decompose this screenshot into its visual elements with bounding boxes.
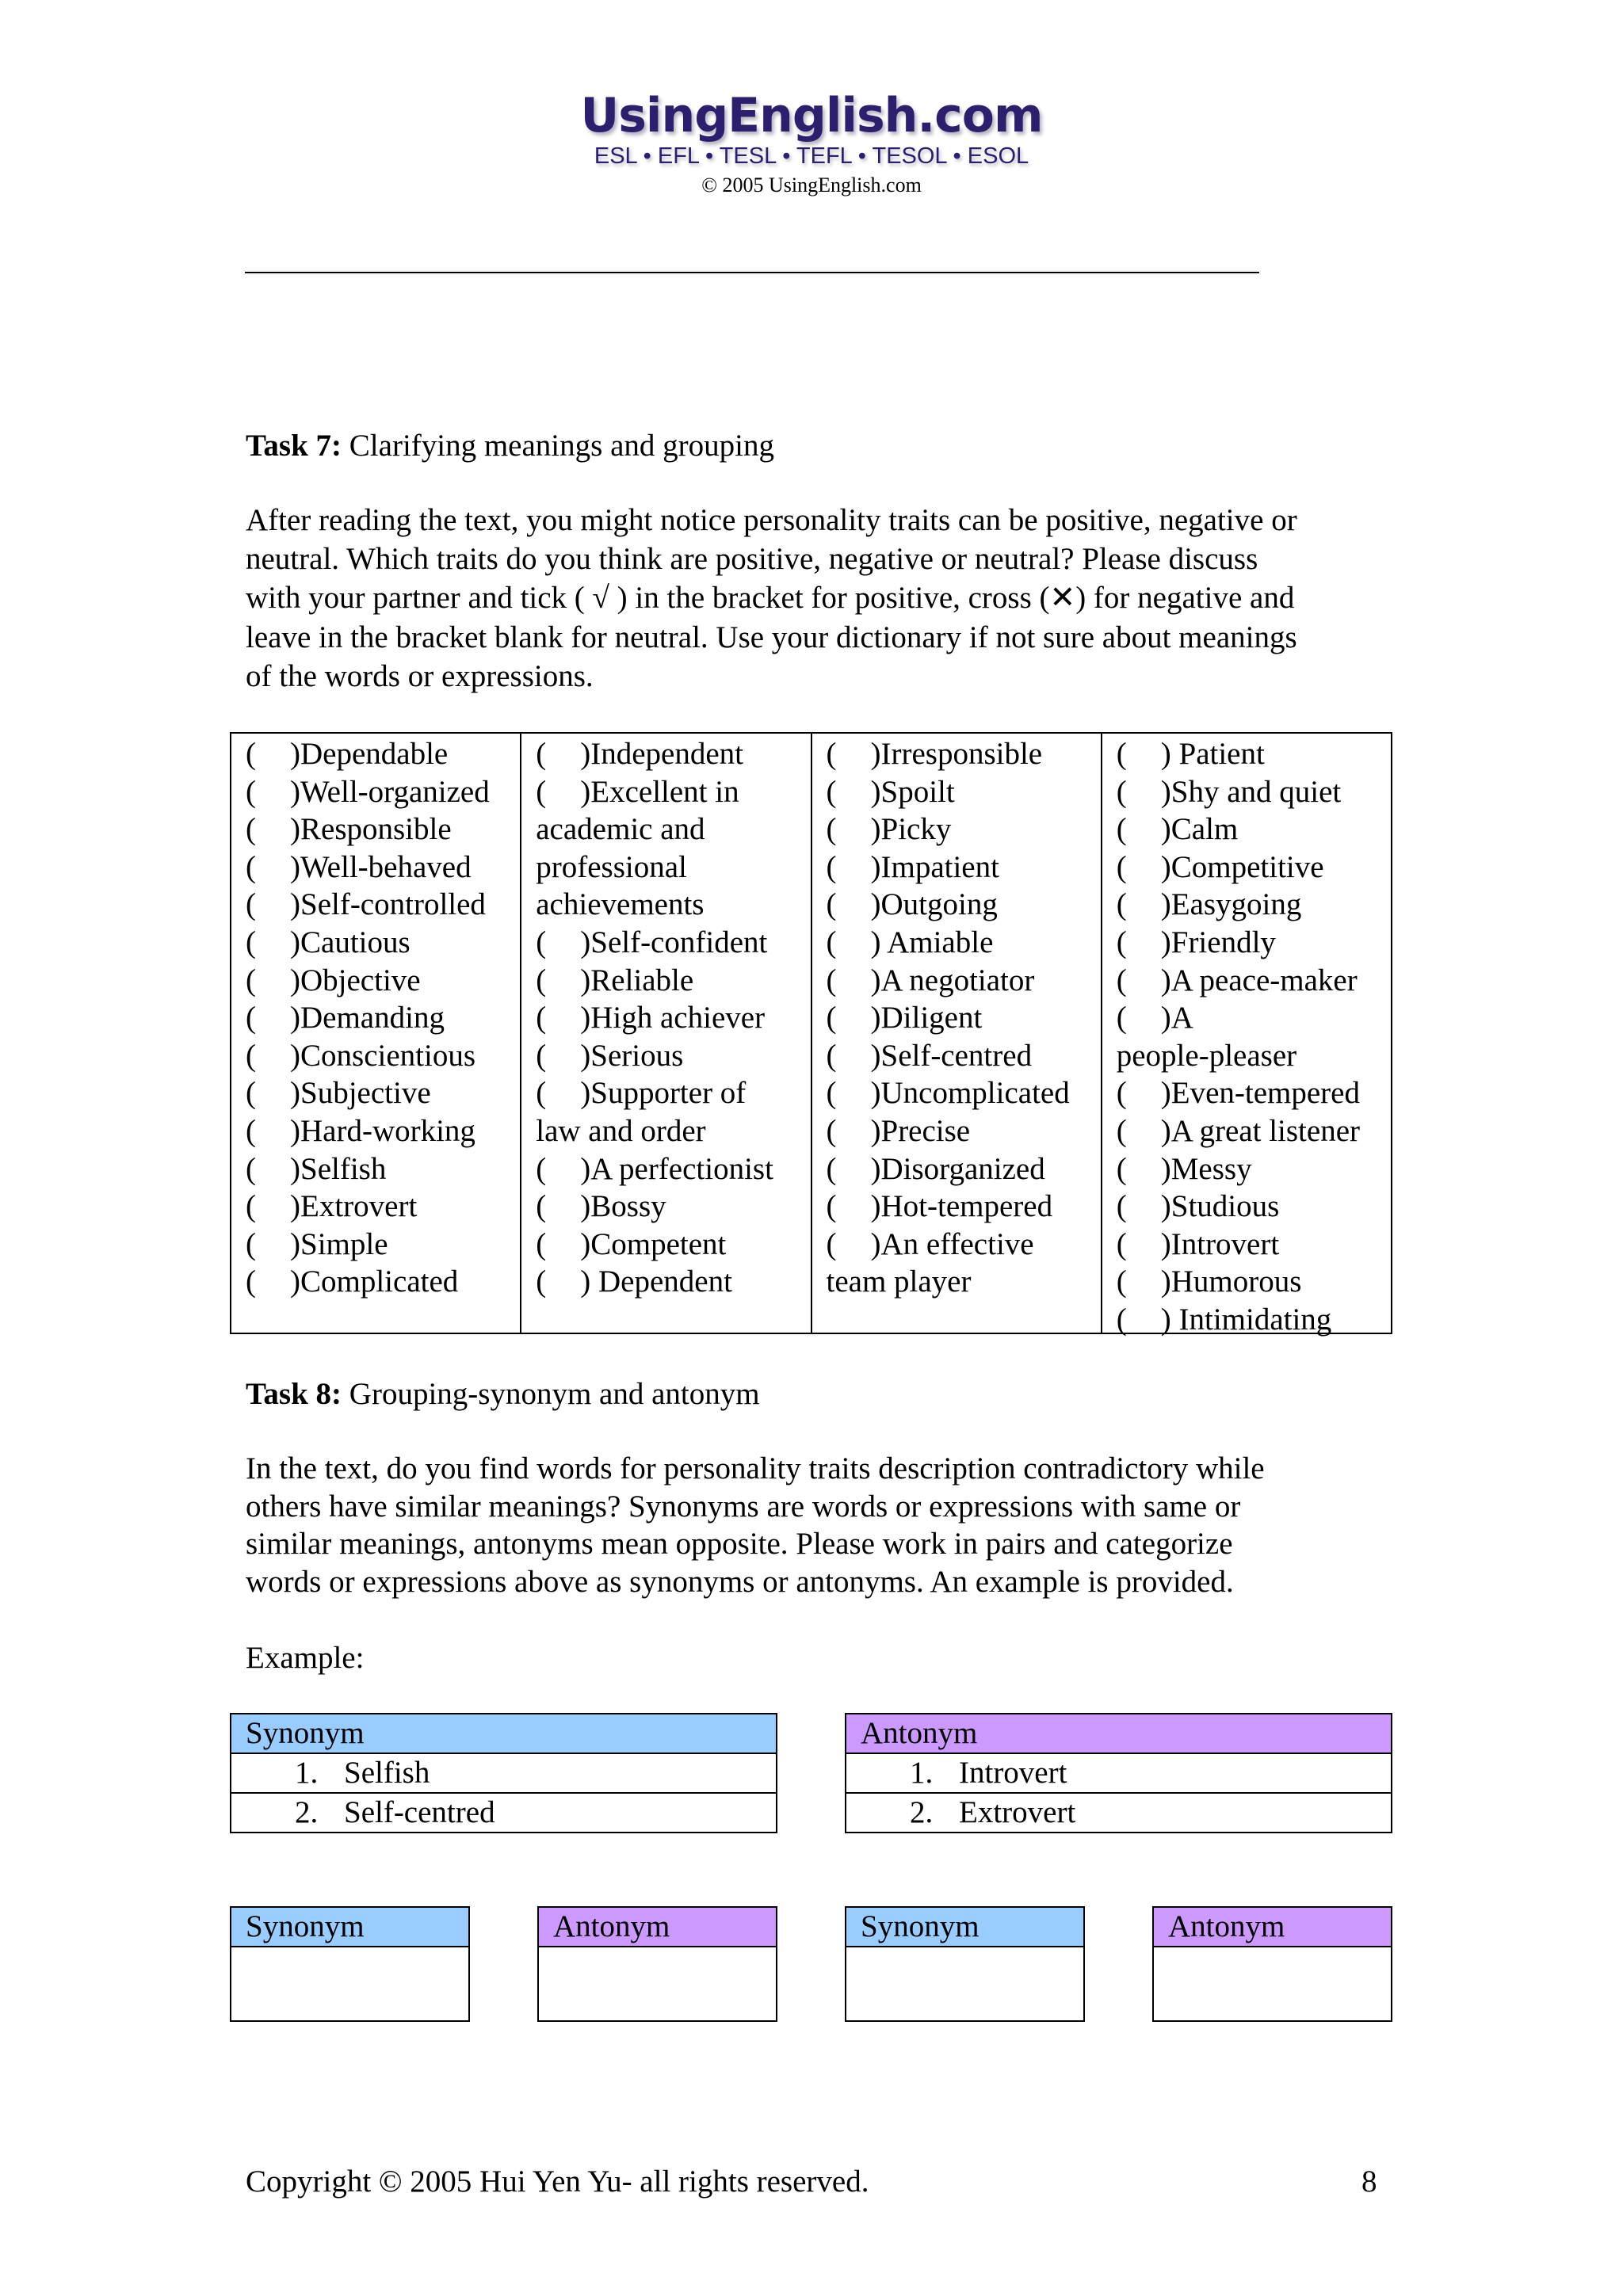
- answer-bracket[interactable]: (: [826, 1076, 837, 1111]
- trait-label: Introvert: [1170, 1226, 1280, 1261]
- trait-label: Complicated: [300, 1264, 459, 1299]
- row-word: Selfish: [344, 1756, 430, 1790]
- trait-item: ( )Extrovert: [246, 1188, 520, 1226]
- trait-label: Serious: [590, 1038, 684, 1073]
- trait-label: Demanding: [300, 1001, 445, 1035]
- antonym-answer-box[interactable]: [537, 1906, 777, 2022]
- task8-instructions: [246, 1450, 1403, 1600]
- trait-item: ( )Cautious: [246, 924, 520, 962]
- trait-label: Picky: [880, 812, 952, 847]
- trait-label: Messy: [1170, 1151, 1252, 1186]
- trait-label: Supporter of: [590, 1076, 747, 1111]
- trait-item: ( )Calm: [1117, 810, 1391, 849]
- task8-label: Task 8:: [246, 1377, 342, 1411]
- trait-item: ( )Hard-working: [246, 1112, 520, 1150]
- trait-item: ( )Spoilt: [827, 773, 1101, 811]
- paragraph-line: After reading the text, you might notice personality traits can be positive, negative or: [246, 503, 1297, 537]
- trait-label: Self-confident: [590, 925, 768, 959]
- logo-title: UsingEnglish.com: [580, 88, 1043, 143]
- task8-title: Grouping-synonym and antonym: [342, 1377, 760, 1411]
- synonym-example-table: [230, 1713, 777, 1833]
- trait-label: Objective: [300, 963, 421, 997]
- trait-label: Outgoing: [880, 887, 998, 922]
- trait-item: ( )Picky: [827, 810, 1101, 849]
- answer-bracket[interactable]: (: [536, 1001, 547, 1035]
- task7-instructions: [246, 501, 1403, 696]
- answer-bracket[interactable]: (: [826, 737, 837, 771]
- answer-bracket[interactable]: (: [536, 1189, 547, 1224]
- trait-item: ( )Shy and quiet: [1117, 773, 1391, 811]
- answer-bracket[interactable]: (: [536, 1264, 547, 1299]
- answer-bracket[interactable]: (: [1116, 774, 1127, 809]
- trait-item: ( )Supporter of: [536, 1074, 810, 1112]
- antonym-answer-box[interactable]: [1152, 1906, 1392, 2022]
- answer-bracket[interactable]: (: [246, 1226, 256, 1261]
- answer-bracket[interactable]: (: [246, 1001, 256, 1035]
- trait-label: Dependable: [300, 737, 449, 771]
- traits-column: [521, 734, 812, 1333]
- trait-label: A great listener: [1170, 1113, 1360, 1148]
- trait-item: ( )Impatient: [827, 849, 1101, 887]
- trait-item: ( )Diligent: [827, 999, 1101, 1037]
- logo-subtitle: ESL • EFL • TESL • TEFL • TESOL • ESOL: [594, 143, 1029, 169]
- traits-column: [231, 734, 521, 1333]
- footer-copyright: Copyright © 2005 Hui Yen Yu- all rights reserved.: [246, 2164, 869, 2199]
- trait-label: A negotiator: [880, 963, 1035, 997]
- row-number: 2.: [910, 1795, 934, 1829]
- trait-label: An effective: [880, 1226, 1034, 1261]
- trait-item: ( ) Patient: [1117, 735, 1391, 773]
- trait-item: ( )Responsible: [246, 810, 520, 849]
- trait-label: Precise: [880, 1113, 971, 1148]
- trait-item: ( )An effective: [827, 1226, 1101, 1264]
- answer-bracket[interactable]: (: [826, 1151, 837, 1186]
- trait-item: ( )High achiever: [536, 999, 810, 1037]
- trait-item: ( )Even-tempered: [1117, 1074, 1391, 1112]
- trait-label: Simple: [300, 1226, 388, 1261]
- trait-label: Competitive: [1170, 849, 1324, 884]
- usingenglish-logo: [0, 89, 1623, 200]
- synonym-answer-box[interactable]: [845, 1906, 1085, 2022]
- trait-item: ( )Bossy: [536, 1188, 810, 1226]
- trait-label: Uncomplicated: [880, 1076, 1070, 1111]
- trait-item: ( )A peace-maker: [1117, 962, 1391, 1000]
- answer-bracket[interactable]: (: [246, 925, 256, 959]
- trait-label: Hard-working: [300, 1113, 475, 1148]
- trait-label: Shy and quiet: [1170, 774, 1342, 809]
- task7-title: Clarifying meanings and grouping: [342, 429, 774, 463]
- answer-bracket[interactable]: (: [1116, 1001, 1127, 1035]
- trait-item: ( )A perfectionist: [536, 1150, 810, 1188]
- trait-label: Self-centred: [880, 1038, 1033, 1073]
- answer-bracket[interactable]: (: [246, 849, 256, 884]
- trait-label: Cautious: [300, 925, 411, 959]
- paragraph-line: words or expressions above as synonyms or antonyms. An example is provided.: [246, 1564, 1234, 1599]
- trait-label: Easygoing: [1170, 887, 1302, 922]
- trait-item: ( )Independent: [536, 735, 810, 773]
- trait-label: Responsible: [300, 812, 452, 847]
- trait-item: ( )Competent: [536, 1226, 810, 1264]
- answer-bracket[interactable]: (: [826, 849, 837, 884]
- answer-bracket[interactable]: (: [1116, 1113, 1127, 1148]
- row-word: Extrovert: [959, 1795, 1076, 1829]
- antonym-header: Antonym: [1154, 1908, 1391, 1947]
- answer-bracket[interactable]: (: [826, 774, 837, 809]
- trait-label: Conscientious: [300, 1038, 475, 1073]
- trait-item: ( )A great listener: [1117, 1112, 1391, 1150]
- trait-label-continued: people-pleaser: [1116, 1038, 1297, 1073]
- row-number: 1.: [295, 1756, 319, 1790]
- answer-bracket[interactable]: (: [536, 737, 547, 771]
- answer-bracket[interactable]: (: [1116, 1302, 1127, 1337]
- trait-label: Independent: [590, 737, 744, 771]
- answer-bracket[interactable]: (: [826, 1226, 837, 1261]
- traits-table: [230, 732, 1392, 1337]
- trait-label-continued: academic and: [536, 812, 705, 847]
- answer-bracket[interactable]: (: [246, 963, 256, 997]
- example-label: Example:: [246, 1641, 365, 1675]
- answer-bracket[interactable]: (: [826, 1113, 837, 1148]
- trait-label-continued: team player: [826, 1264, 972, 1299]
- logo-copyright: © 2005 UsingEnglish.com: [701, 174, 922, 196]
- answer-bracket[interactable]: (: [1116, 925, 1127, 959]
- answer-bracket[interactable]: (: [536, 1038, 547, 1073]
- traits-column: [812, 734, 1102, 1333]
- synonym-row: [231, 1754, 776, 1794]
- answer-bracket[interactable]: (: [1116, 887, 1127, 922]
- trait-label-continued: achievements: [536, 887, 705, 922]
- trait-label: Well-behaved: [300, 849, 472, 884]
- answer-bracket[interactable]: (: [246, 1113, 256, 1148]
- trait-label: Subjective: [300, 1076, 431, 1111]
- trait-item: ( )Objective: [246, 962, 520, 1000]
- trait-label-continued: professional: [536, 849, 687, 884]
- trait-item: ( ) Intimidating: [1117, 1301, 1391, 1339]
- answer-bracket[interactable]: (: [246, 812, 256, 847]
- trait-label-continued: law and order: [536, 1113, 706, 1148]
- trait-label: Intimidating: [1170, 1302, 1332, 1337]
- trait-label: Bossy: [590, 1189, 666, 1224]
- trait-item: ( )Studious: [1117, 1188, 1391, 1226]
- trait-item: ( )Self-confident: [536, 924, 810, 962]
- trait-label: Friendly: [1170, 925, 1276, 959]
- trait-item: ( ) Amiable: [827, 924, 1101, 962]
- trait-label: Disorganized: [880, 1151, 1045, 1186]
- paragraph-line: others have similar meanings? Synonyms are words or expressions with same or: [246, 1489, 1241, 1524]
- trait-label: Impatient: [880, 849, 999, 884]
- antonym-row: [846, 1794, 1391, 1832]
- trait-item: ( )Introvert: [1117, 1226, 1391, 1264]
- trait-item: ( )A negotiator: [827, 962, 1101, 1000]
- trait-item: ( )Humorous: [1117, 1263, 1391, 1301]
- antonym-header: Antonym: [539, 1908, 776, 1947]
- trait-label: Spoilt: [880, 774, 955, 809]
- answer-bracket[interactable]: (: [246, 1189, 256, 1224]
- answer-bracket[interactable]: (: [246, 1038, 256, 1073]
- trait-item: ( )Simple: [246, 1226, 520, 1264]
- answer-bracket[interactable]: (: [246, 1264, 256, 1299]
- trait-label: Excellent in: [590, 774, 739, 809]
- answer-bracket[interactable]: (: [1116, 849, 1127, 884]
- answer-bracket[interactable]: (: [826, 1001, 837, 1035]
- trait-item: ( )Well-organized: [246, 773, 520, 811]
- trait-item: ( )Well-behaved: [246, 849, 520, 887]
- trait-label: Calm: [1170, 812, 1239, 847]
- trait-label: Diligent: [880, 1001, 983, 1035]
- answer-bracket[interactable]: (: [826, 1038, 837, 1073]
- answer-bracket[interactable]: (: [1116, 1264, 1127, 1299]
- trait-item: ( )Hot-tempered: [827, 1188, 1101, 1226]
- row-number: 1.: [910, 1756, 934, 1790]
- row-word: Self-centred: [344, 1795, 495, 1829]
- answer-bracket[interactable]: (: [536, 1076, 547, 1111]
- trait-label: High achiever: [590, 1001, 766, 1035]
- paragraph-line: with your partner and tick ( √ ) in the bracket for positive, cross (✕) for negative and: [246, 581, 1295, 616]
- synonym-row: [231, 1794, 776, 1832]
- answer-bracket[interactable]: (: [1116, 1189, 1127, 1224]
- trait-item: ( )Disorganized: [827, 1150, 1101, 1188]
- answer-bracket[interactable]: (: [246, 1151, 256, 1186]
- paragraph-line: of the words or expressions.: [246, 658, 594, 693]
- trait-item: ( )Demanding: [246, 999, 520, 1037]
- trait-item: ( )Selfish: [246, 1150, 520, 1188]
- trait-label: Patient: [1170, 737, 1265, 771]
- trait-label: Competent: [590, 1226, 727, 1261]
- trait-item: ( )Conscientious: [246, 1037, 520, 1075]
- page-number: 8: [1361, 2164, 1377, 2199]
- trait-item: ( )Outgoing: [827, 886, 1101, 924]
- trait-item: ( )Self-controlled: [246, 886, 520, 924]
- answer-bracket[interactable]: (: [536, 1151, 547, 1186]
- answer-bracket[interactable]: (: [826, 1189, 837, 1224]
- synonym-header: Synonym: [231, 1908, 468, 1947]
- trait-label: Well-organized: [300, 774, 490, 809]
- answer-bracket[interactable]: (: [826, 812, 837, 847]
- synonym-header: Synonym: [846, 1908, 1083, 1947]
- synonym-answer-box[interactable]: [230, 1906, 470, 2022]
- answer-bracket[interactable]: (: [1116, 812, 1127, 847]
- trait-item: ( )Uncomplicated: [827, 1074, 1101, 1112]
- trait-item: ( )Serious: [536, 1037, 810, 1075]
- synonym-header: Synonym: [231, 1714, 776, 1754]
- antonym-header: Antonym: [846, 1714, 1391, 1754]
- trait-label: Reliable: [590, 963, 694, 997]
- task7-label: Task 7:: [246, 429, 342, 463]
- answer-bracket[interactable]: (: [1116, 1151, 1127, 1186]
- trait-item: ( )Precise: [827, 1112, 1101, 1150]
- trait-item: ( )A: [1117, 999, 1391, 1037]
- trait-label: Dependent: [590, 1264, 732, 1299]
- header-divider: [245, 272, 1259, 273]
- answer-bracket[interactable]: (: [246, 737, 256, 771]
- answer-bracket[interactable]: (: [246, 774, 256, 809]
- trait-label: Amiable: [880, 925, 994, 959]
- paragraph-line: similar meanings, antonyms mean opposite. Please work in pairs and categorize: [246, 1527, 1233, 1561]
- trait-item: ( )Dependable: [246, 735, 520, 773]
- paragraph-line: leave in the bracket blank for neutral. Use your dictionary if not sure about meanings: [246, 620, 1297, 654]
- trait-label: Extrovert: [300, 1189, 418, 1224]
- row-number: 2.: [295, 1795, 319, 1829]
- trait-item: ( )Friendly: [1117, 924, 1391, 962]
- answer-bracket[interactable]: (: [826, 925, 837, 959]
- trait-item: ( )Complicated: [246, 1263, 520, 1301]
- answer-bracket[interactable]: (: [536, 1226, 547, 1261]
- antonym-example-table: [845, 1713, 1392, 1833]
- traits-column: [1102, 734, 1391, 1337]
- answer-bracket[interactable]: (: [1116, 963, 1127, 997]
- trait-item: ( )Competitive: [1117, 849, 1391, 887]
- trait-label: Self-controlled: [300, 887, 486, 922]
- answer-bracket[interactable]: (: [536, 963, 547, 997]
- task8-heading: [246, 1375, 760, 1413]
- trait-item: ( )Subjective: [246, 1074, 520, 1112]
- answer-bracket[interactable]: (: [536, 774, 547, 809]
- paragraph-line: In the text, do you find words for personality traits description contradictory while: [246, 1451, 1265, 1486]
- trait-label: A perfectionist: [590, 1151, 773, 1186]
- answer-bracket[interactable]: (: [536, 925, 547, 959]
- trait-label: Even-tempered: [1170, 1076, 1360, 1111]
- antonym-row: [846, 1754, 1391, 1794]
- answer-bracket[interactable]: (: [1116, 1076, 1127, 1111]
- trait-item: ( ) Dependent: [536, 1263, 810, 1301]
- trait-label: A peace-maker: [1170, 963, 1358, 997]
- trait-item: ( )Self-centred: [827, 1037, 1101, 1075]
- trait-item: ( )Easygoing: [1117, 886, 1391, 924]
- trait-item: ( )Messy: [1117, 1150, 1391, 1188]
- trait-label: Hot-tempered: [880, 1189, 1053, 1224]
- paragraph-line: neutral. Which traits do you think are positive, negative or neutral? Please discuss: [246, 542, 1258, 577]
- trait-item: ( )Reliable: [536, 962, 810, 1000]
- answer-bracket[interactable]: (: [246, 887, 256, 922]
- trait-item: ( )Excellent in: [536, 773, 810, 811]
- trait-label: Selfish: [300, 1151, 387, 1186]
- answer-bracket[interactable]: (: [826, 963, 837, 997]
- trait-label: Studious: [1170, 1189, 1280, 1224]
- answer-bracket[interactable]: (: [826, 887, 837, 922]
- answer-bracket[interactable]: (: [246, 1076, 256, 1111]
- row-word: Introvert: [959, 1756, 1067, 1790]
- answer-bracket[interactable]: (: [1116, 737, 1127, 771]
- trait-item: ( )Irresponsible: [827, 735, 1101, 773]
- trait-label: Irresponsible: [880, 737, 1043, 771]
- answer-bracket[interactable]: (: [1116, 1226, 1127, 1261]
- trait-label: Humorous: [1170, 1264, 1302, 1299]
- trait-label: A: [1170, 1001, 1193, 1035]
- task7-heading: [246, 426, 774, 465]
